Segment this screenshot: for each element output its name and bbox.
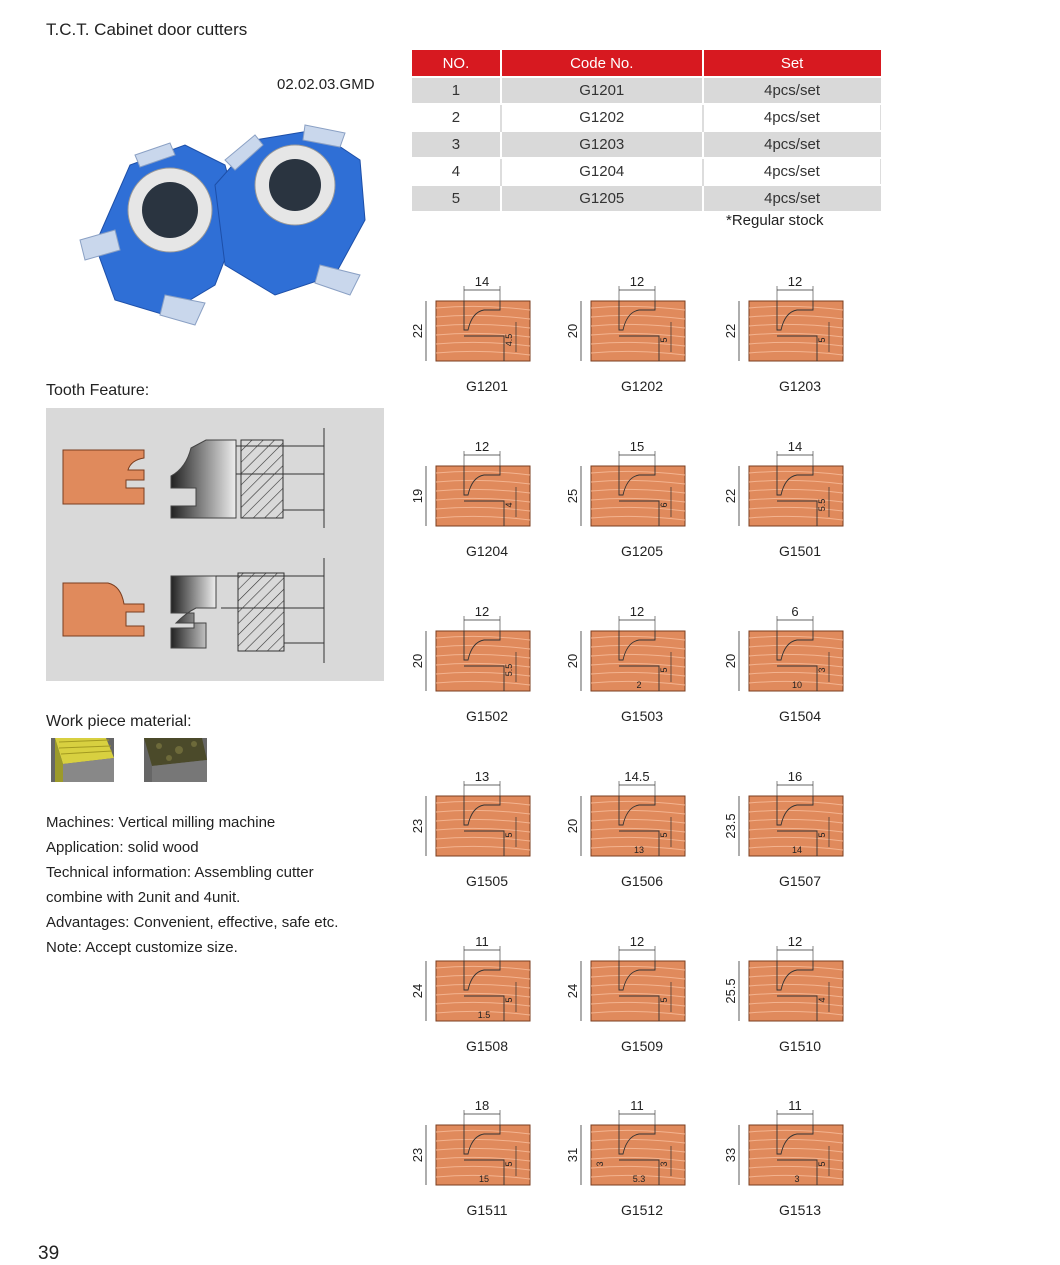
width-value: 16 <box>787 769 803 784</box>
height-value: 24 <box>410 983 425 999</box>
depth-value: 4.5 <box>504 333 514 347</box>
depth-value: 5 <box>817 337 827 343</box>
extra-dimension-value: 3 <box>794 1174 800 1184</box>
table-header-row <box>412 50 881 77</box>
profile-item <box>567 270 717 410</box>
extra-dimension-value: 15 <box>478 1174 490 1184</box>
profile-item <box>567 600 717 740</box>
height-value: 23.5 <box>723 813 738 839</box>
height-value: 22 <box>410 323 425 339</box>
info-note: Note: Accept customize size. <box>46 939 238 956</box>
profile-drawing <box>412 1094 562 1199</box>
cell-code: G1205 <box>501 185 703 211</box>
tooth-feature-panel <box>46 408 384 681</box>
header-no: NO. <box>412 50 501 77</box>
width-value: 6 <box>791 604 799 619</box>
product-code: 02.02.03.GMD <box>277 76 375 93</box>
profile-drawing <box>567 765 717 870</box>
cell-set: 4pcs/set <box>703 77 881 104</box>
dark-wood-sample <box>144 738 207 782</box>
cell-no: 2 <box>412 104 501 131</box>
profile-code: G1506 <box>620 873 664 889</box>
height-value: 20 <box>410 653 425 669</box>
profile-drawing <box>567 435 717 540</box>
depth-value: 5 <box>504 1161 514 1167</box>
profile-item <box>412 435 562 575</box>
width-value: 15 <box>629 439 645 454</box>
page-number: 39 <box>38 1243 60 1264</box>
height-value: 33 <box>723 1147 738 1163</box>
set-table <box>412 50 881 211</box>
cell-no: 1 <box>412 77 501 104</box>
table-row <box>412 131 881 158</box>
depth-value: 3 <box>659 1161 669 1167</box>
info-application: Application: solid wood <box>46 839 199 856</box>
height-value: 20 <box>565 323 580 339</box>
extra-dimension-value: 14 <box>791 845 803 855</box>
profile-item <box>567 1094 717 1234</box>
profile-item <box>725 600 875 740</box>
height-value: 19 <box>410 488 425 504</box>
profile-item <box>725 765 875 905</box>
profile-drawing <box>725 930 875 1035</box>
info-technical-2: combine with 2unit and 4unit. <box>46 889 241 906</box>
header-code: Code No. <box>501 50 703 77</box>
cell-code: G1204 <box>501 158 703 185</box>
depth-value: 5 <box>659 997 669 1003</box>
width-value: 18 <box>474 1098 490 1113</box>
table-row <box>412 185 881 211</box>
profile-item <box>412 930 562 1070</box>
profile-drawing <box>412 435 562 540</box>
depth-value: 5 <box>659 832 669 838</box>
table-row <box>412 104 881 131</box>
profile-drawing <box>412 930 562 1035</box>
cell-code: G1201 <box>501 77 703 104</box>
width-value: 12 <box>629 604 645 619</box>
profile-item <box>567 930 717 1070</box>
profile-drawing <box>567 270 717 375</box>
profile-drawing <box>412 600 562 705</box>
height-value: 24 <box>565 983 580 999</box>
width-value: 14 <box>474 274 490 289</box>
width-value: 14.5 <box>624 769 650 784</box>
page-title: T.C.T. Cabinet door cutters <box>46 20 248 39</box>
profile-item <box>412 600 562 740</box>
extra-dimension-value: 2 <box>636 680 642 690</box>
cell-set: 4pcs/set <box>703 131 881 158</box>
profile-drawing <box>725 765 875 870</box>
depth-value: 5 <box>659 337 669 343</box>
width-value: 12 <box>474 604 490 619</box>
cell-code: G1203 <box>501 131 703 158</box>
profile-drawing <box>567 1094 717 1199</box>
width-value: 11 <box>630 1098 644 1113</box>
width-value: 14 <box>787 439 803 454</box>
depth-value: 5 <box>504 997 514 1003</box>
profile-drawing <box>567 600 717 705</box>
profile-code: G1513 <box>778 1202 822 1218</box>
profile-drawing <box>412 765 562 870</box>
depth-value: 5.5 <box>817 498 827 512</box>
profile-code: G1204 <box>465 543 509 559</box>
height-value: 23 <box>410 818 425 834</box>
header-set: Set <box>703 50 881 77</box>
profile-item <box>412 270 562 410</box>
height-value: 31 <box>565 1147 580 1163</box>
profile-drawing <box>725 435 875 540</box>
profile-item <box>567 435 717 575</box>
cell-set: 4pcs/set <box>703 158 881 185</box>
height-value: 22 <box>723 488 738 504</box>
depth-value: 5.5 <box>504 663 514 677</box>
yellow-wood-sample <box>51 738 114 782</box>
profile-item <box>412 1094 562 1234</box>
profile-drawing <box>412 270 562 375</box>
profile-code: G1511 <box>466 1202 508 1218</box>
tooth-profile-diagram <box>46 408 384 681</box>
extra-dimension-value: 5.3 <box>632 1174 646 1184</box>
width-value: 11 <box>788 1098 802 1113</box>
profile-item <box>725 930 875 1070</box>
depth-value: 4 <box>817 997 827 1003</box>
profile-code: G1502 <box>465 708 509 724</box>
tooth-feature-label: Tooth Feature: <box>46 382 150 399</box>
profile-code: G1507 <box>778 873 822 889</box>
width-value: 12 <box>474 439 490 454</box>
width-value: 12 <box>787 934 803 949</box>
profile-code: G1509 <box>620 1038 664 1054</box>
profile-item <box>567 765 717 905</box>
profile-code: G1512 <box>620 1202 664 1218</box>
profile-item <box>725 435 875 575</box>
profile-code: G1202 <box>620 378 664 394</box>
width-value: 12 <box>787 274 803 289</box>
width-value: 11 <box>475 934 489 949</box>
width-value: 13 <box>474 769 490 784</box>
height-value: 20 <box>565 818 580 834</box>
profile-code: G1203 <box>778 378 822 394</box>
profile-item <box>725 1094 875 1234</box>
profile-item <box>412 765 562 905</box>
extra-dimension-value: 1.5 <box>477 1010 491 1020</box>
profile-code: G1205 <box>620 543 664 559</box>
profile-code: G1510 <box>778 1038 822 1054</box>
cell-code: G1202 <box>501 104 703 131</box>
height-value: 22 <box>723 323 738 339</box>
depth-value: 5 <box>817 1161 827 1167</box>
depth-value: 5 <box>504 832 514 838</box>
cell-no: 5 <box>412 185 501 211</box>
table-row <box>412 77 881 104</box>
extra-dimension-value: 3 <box>595 1161 605 1167</box>
height-value: 20 <box>565 653 580 669</box>
profile-code: G1201 <box>465 378 509 394</box>
info-advantages: Advantages: Convenient, effective, safe etc. <box>46 914 339 931</box>
cell-no: 3 <box>412 131 501 158</box>
stock-note: *Regular stock <box>726 212 824 229</box>
extra-dimension-value: 13 <box>633 845 645 855</box>
cell-set: 4pcs/set <box>703 104 881 131</box>
depth-value: 5 <box>659 667 669 673</box>
profile-code: G1501 <box>778 543 822 559</box>
profile-drawing <box>725 600 875 705</box>
profile-code: G1503 <box>620 708 664 724</box>
depth-value: 3 <box>817 667 827 673</box>
table-row <box>412 158 881 185</box>
work-piece-label: Work piece material: <box>46 713 192 730</box>
profile-drawing <box>725 270 875 375</box>
width-value: 12 <box>629 274 645 289</box>
depth-value: 5 <box>817 832 827 838</box>
cell-no: 4 <box>412 158 501 185</box>
extra-dimension-value: 10 <box>791 680 803 690</box>
depth-value: 6 <box>659 502 669 508</box>
depth-value: 4 <box>504 502 514 508</box>
height-value: 25.5 <box>723 978 738 1004</box>
info-technical-1: Technical information: Assembling cutter <box>46 864 314 881</box>
cutter-set-image <box>75 125 375 330</box>
profile-code: G1508 <box>465 1038 509 1054</box>
height-value: 23 <box>410 1147 425 1163</box>
profile-code: G1504 <box>778 708 822 724</box>
profile-drawing <box>567 930 717 1035</box>
profile-item <box>725 270 875 410</box>
height-value: 20 <box>723 653 738 669</box>
cell-set: 4pcs/set <box>703 185 881 211</box>
profile-code: G1505 <box>465 873 509 889</box>
info-machines: Machines: Vertical milling machine <box>46 814 276 831</box>
height-value: 25 <box>565 488 580 504</box>
width-value: 12 <box>629 934 645 949</box>
profile-drawing <box>725 1094 875 1199</box>
